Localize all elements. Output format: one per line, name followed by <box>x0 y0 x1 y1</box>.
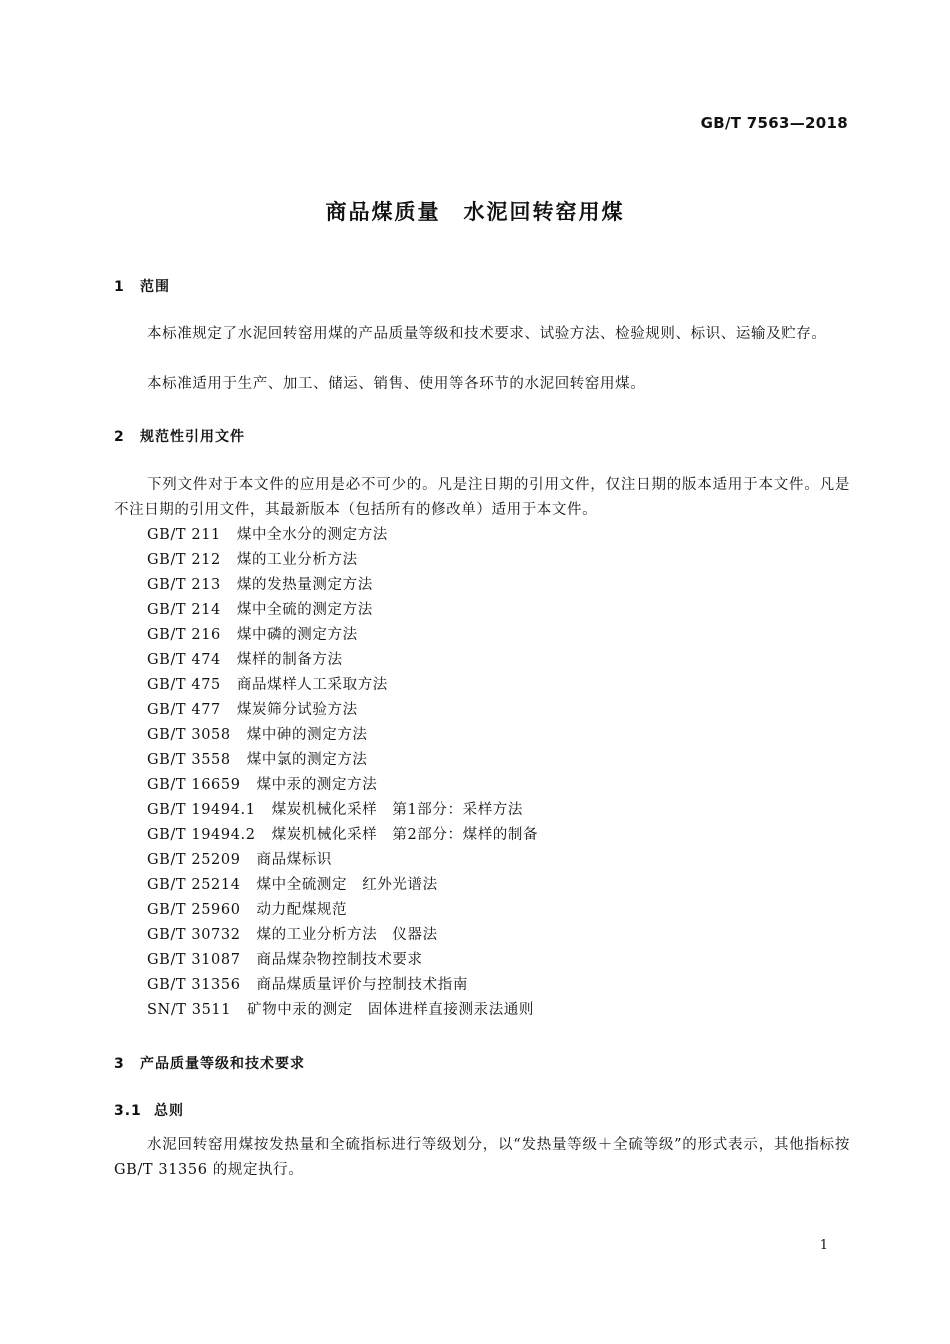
reference-title: 矿物中汞的测定 固体进样直接测汞法通则 <box>247 1002 534 1018</box>
reference-title: 煤中全水分的测定方法 <box>236 527 388 543</box>
reference-code: GB/T 477 <box>147 702 221 718</box>
scope-paragraph-2: 本标准适用于生产、加工、储运、销售、使用等各环节的水泥回转窑用煤。 <box>147 376 646 392</box>
section-number: 3 <box>114 1056 125 1072</box>
reference-title: 商品煤质量评价与控制技术指南 <box>256 977 468 993</box>
reference-title: 煤样的制备方法 <box>236 652 343 668</box>
reference-code: GB/T 211 <box>147 527 221 543</box>
reference-title: 煤炭机械化采样 第1部分：采样方法 <box>271 802 524 818</box>
reference-code: GB/T 474 <box>147 652 221 668</box>
reference-item <box>147 898 538 923</box>
section-title: 规范性引用文件 <box>140 429 245 445</box>
reference-title: 动力配煤规范 <box>256 902 348 918</box>
reference-item <box>147 973 538 998</box>
reference-code: GB/T 25960 <box>147 902 241 918</box>
page-number: 1 <box>819 1238 828 1253</box>
reference-code: GB/T 216 <box>147 627 221 643</box>
reference-code: GB/T 30732 <box>147 927 241 943</box>
section-2-heading <box>114 426 245 446</box>
reference-title: 煤中磷的测定方法 <box>236 627 358 643</box>
section-number: 1 <box>114 279 125 295</box>
section-number: 3.1 <box>114 1103 142 1119</box>
reference-title: 商品煤样人工采取方法 <box>236 677 388 693</box>
reference-item <box>147 948 538 973</box>
section-number: 2 <box>114 429 125 445</box>
reference-title: 煤的发热量测定方法 <box>236 577 373 593</box>
section-3-heading <box>114 1053 305 1073</box>
reference-item <box>147 798 538 823</box>
standard-code: GB/T 7563—2018 <box>700 114 848 132</box>
reference-code: GB/T 31087 <box>147 952 241 968</box>
reference-item <box>147 573 538 598</box>
reference-item <box>147 723 538 748</box>
references-intro: 下列文件对于本文件的应用是必不可少的。凡是注日期的引用文件，仅注日期的版本适用于本文件。凡是不注日期的引用文件，其最新版本（包括所有的修改单）适用于本文件。 <box>114 477 850 518</box>
reference-title: 煤炭机械化采样 第2部分：煤样的制备 <box>271 827 539 843</box>
reference-item <box>147 998 538 1023</box>
reference-item <box>147 598 538 623</box>
reference-title: 煤中全硫测定 红外光谱法 <box>256 877 438 893</box>
reference-code: GB/T 19494.2 <box>147 827 256 843</box>
reference-item <box>147 848 538 873</box>
reference-item <box>147 698 538 723</box>
section-title: 范围 <box>140 279 170 295</box>
document-title: 商品煤质量 水泥回转窑用煤 <box>325 200 625 224</box>
reference-code: GB/T 25214 <box>147 877 241 893</box>
reference-code: GB/T 25209 <box>147 852 241 868</box>
reference-title: 煤的工业分析方法 <box>236 552 358 568</box>
reference-item <box>147 923 538 948</box>
reference-title: 煤的工业分析方法 仪器法 <box>256 927 438 943</box>
reference-code: GB/T 212 <box>147 552 221 568</box>
scope-paragraph-1: 本标准规定了水泥回转窑用煤的产品质量等级和技术要求、试验方法、检验规则、标识、运输及贮存。 <box>147 326 827 342</box>
section-1-heading <box>114 276 170 296</box>
reference-code: GB/T 475 <box>147 677 221 693</box>
reference-code: GB/T 214 <box>147 602 221 618</box>
reference-item <box>147 673 538 698</box>
reference-title: 煤中氯的测定方法 <box>246 752 368 768</box>
reference-title: 煤炭筛分试验方法 <box>236 702 358 718</box>
reference-list <box>147 523 538 1023</box>
reference-title: 商品煤杂物控制技术要求 <box>256 952 423 968</box>
reference-item <box>147 648 538 673</box>
section-title: 总则 <box>154 1103 184 1119</box>
reference-item <box>147 773 538 798</box>
section-title: 产品质量等级和技术要求 <box>140 1056 305 1072</box>
section-3-1-heading <box>114 1100 184 1120</box>
reference-code: GB/T 31356 <box>147 977 241 993</box>
reference-title: 煤中全硫的测定方法 <box>236 602 373 618</box>
reference-code: GB/T 19494.1 <box>147 802 256 818</box>
reference-code: GB/T 3558 <box>147 752 231 768</box>
reference-item <box>147 548 538 573</box>
reference-code: SN/T 3511 <box>147 1002 232 1018</box>
reference-title: 煤中汞的测定方法 <box>256 777 378 793</box>
reference-item <box>147 823 538 848</box>
reference-title: 商品煤标识 <box>256 852 333 868</box>
reference-item <box>147 873 538 898</box>
reference-item <box>147 523 538 548</box>
reference-code: GB/T 3058 <box>147 727 231 743</box>
general-paragraph: 水泥回转窑用煤按发热量和全硫指标进行等级划分，以“发热量等级＋全硫等级”的形式表示，其他指标按 GB/T 31356 的规定执行。 <box>114 1137 850 1178</box>
reference-title: 煤中砷的测定方法 <box>246 727 368 743</box>
reference-item <box>147 748 538 773</box>
reference-item <box>147 623 538 648</box>
reference-code: GB/T 213 <box>147 577 221 593</box>
reference-code: GB/T 16659 <box>147 777 241 793</box>
